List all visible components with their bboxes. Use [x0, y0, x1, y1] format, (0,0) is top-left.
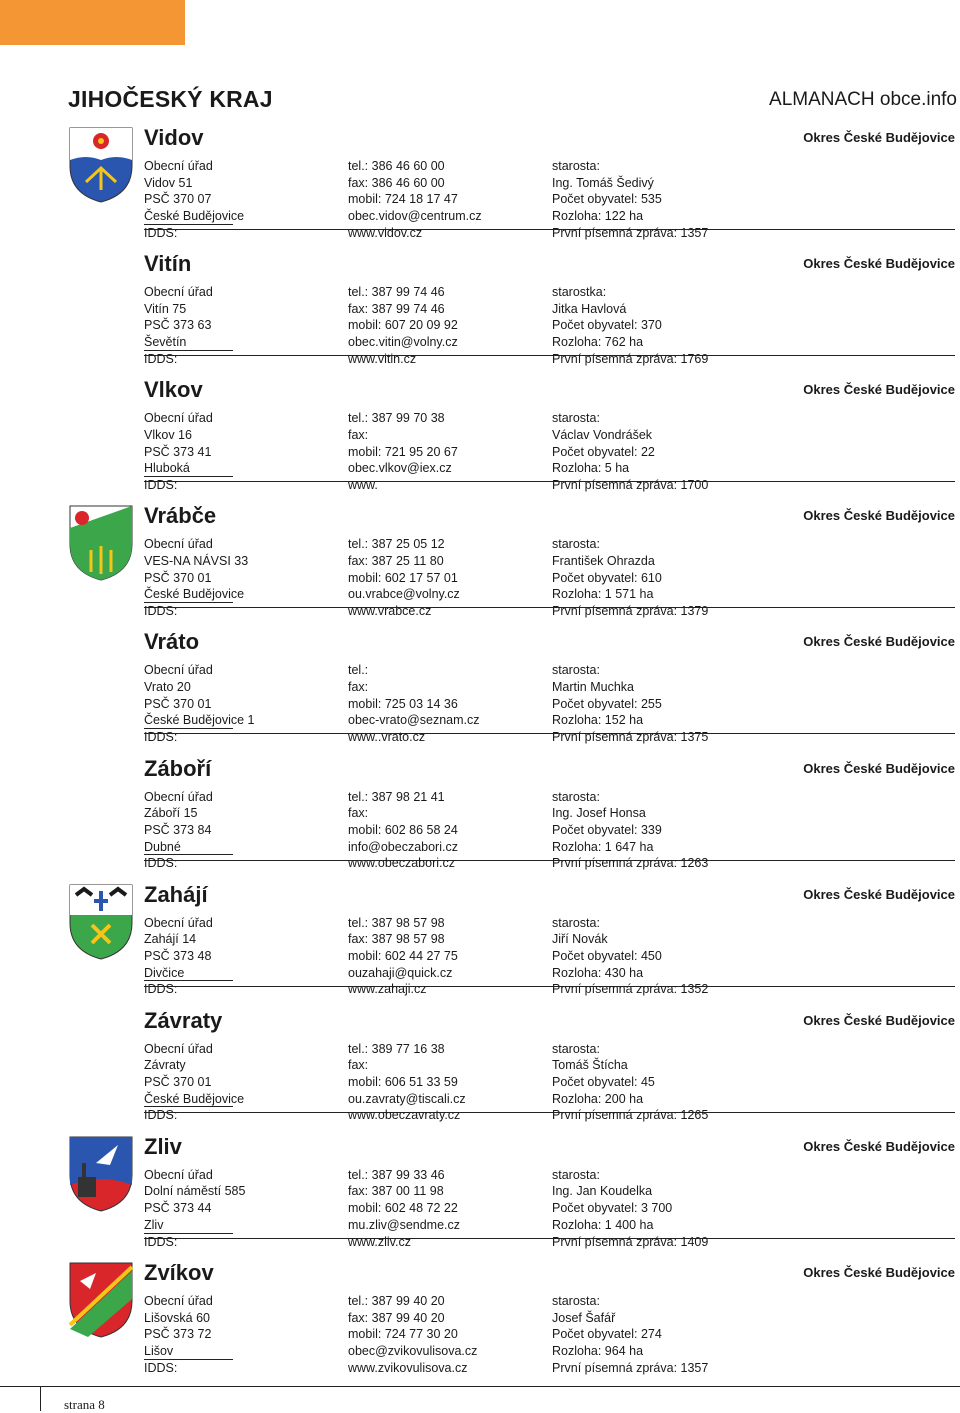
mayor-info: starosta: — [552, 537, 600, 552]
municipality-entry — [0, 1259, 960, 1385]
mayor-info: Ing. Josef Honsa — [552, 806, 646, 821]
office-info: Obecní úřad — [144, 663, 213, 678]
municipality-name: Vlkov — [144, 377, 203, 403]
mayor-info: starosta: — [552, 1041, 600, 1056]
district-label: Okres České Budějovice — [803, 1264, 955, 1280]
mayor-info: První písemná zpráva: 1375 — [552, 730, 709, 745]
mayor-info: Josef Šafář — [552, 1310, 616, 1325]
mayor-info: Rozloha: 152 ha — [552, 713, 644, 728]
office-info: IDDS: — [144, 730, 178, 745]
contact-info: info@obeczabori.cz — [348, 839, 458, 854]
footer-vertical-divider — [40, 1386, 41, 1411]
office-info: IDDS: — [144, 225, 178, 240]
mayor-info: starosta: — [552, 789, 600, 804]
mayor-info: První písemná zpráva: 1265 — [552, 1108, 709, 1123]
mayor-info: První písemná zpráva: 1263 — [552, 856, 709, 871]
contact-info: www.vidov.cz — [348, 225, 423, 240]
office-info: Obecní úřad — [144, 411, 213, 426]
info-column-c3 — [552, 1293, 708, 1376]
office-info: Vrato 20 — [144, 680, 191, 695]
office-info: PSČ 373 84 — [144, 822, 212, 837]
mayor-info: Rozloha: 200 ha — [552, 1091, 644, 1106]
entry-divider — [144, 1112, 955, 1113]
mayor-info: starosta: — [552, 159, 600, 173]
office-info: PSČ 370 07 — [144, 192, 212, 207]
contact-info: tel.: — [348, 663, 369, 678]
office-info: IDDS: — [144, 604, 178, 619]
contact-info: fax: 387 99 74 46 — [348, 301, 445, 316]
contact-info: tel.: 387 99 74 46 — [348, 285, 445, 300]
mayor-info: Rozloha: 5 ha — [552, 461, 630, 476]
mayor-info: První písemná zpráva: 1357 — [552, 1360, 709, 1375]
municipality-name: Závraty — [144, 1007, 223, 1033]
almanach-title: ALMANACH obce.info — [769, 89, 957, 110]
contact-info: mobil: 602 48 72 22 — [348, 1201, 458, 1216]
office-info: Obecní úřad — [144, 789, 213, 804]
office-info: Obecní úřad — [144, 1293, 213, 1308]
mayor-info: Počet obyvatel: 255 — [552, 696, 662, 711]
district-label: Okres České Budějovice — [803, 634, 955, 650]
office-info: Obecní úřad — [144, 915, 213, 930]
contact-info: www.zahaji.cz — [348, 982, 427, 997]
contact-info: www.obeczabori.cz — [348, 856, 455, 871]
entry-divider — [144, 1238, 955, 1239]
entry-divider — [144, 607, 955, 608]
entry-divider — [144, 860, 955, 861]
mayor-info: Jitka Havlová — [552, 301, 627, 316]
mayor-info: Počet obyvatel: 339 — [552, 822, 662, 837]
mayor-info: První písemná zpráva: 1409 — [552, 1234, 709, 1249]
contact-info: tel.: 387 99 40 20 — [348, 1293, 445, 1308]
office-info: PSČ 373 44 — [144, 1201, 212, 1216]
contact-info: mobil: 724 77 30 20 — [348, 1327, 458, 1342]
contact-info: fax: — [348, 806, 369, 821]
mayor-info: První písemná zpráva: 1769 — [552, 351, 709, 366]
mayor-info: Rozloha: 1 571 ha — [552, 587, 654, 602]
district-label: Okres České Budějovice — [803, 1012, 955, 1028]
contact-info: www.zliv.cz — [348, 1234, 411, 1249]
contact-info: fax: 387 00 11 98 — [348, 1184, 444, 1199]
office-info: Hluboká — [144, 460, 233, 477]
contact-info: fax: — [348, 680, 369, 695]
municipality-entry — [0, 250, 960, 376]
coat-of-arms-icon — [66, 1259, 136, 1339]
page-number: strana 8 — [64, 1397, 105, 1412]
mayor-info: Počet obyvatel: 274 — [552, 1327, 662, 1342]
mayor-info: První písemná zpráva: 1352 — [552, 982, 709, 997]
office-info: České Budějovice — [144, 209, 245, 224]
municipality-name: Vráto — [144, 629, 200, 655]
office-info: České Budějovice — [144, 1091, 245, 1106]
municipality-name: Vitín — [144, 251, 192, 277]
office-info: PSČ 373 72 — [144, 1327, 212, 1342]
municipality-entry — [0, 881, 960, 1007]
municipality-name: Zahájí — [144, 881, 208, 907]
office-info: VES-NA NÁVSI 33 — [144, 553, 249, 568]
mayor-info: Václav Vondrášek — [552, 427, 653, 442]
mayor-info: Počet obyvatel: 450 — [552, 948, 662, 963]
office-info: Vlkov 16 — [144, 427, 192, 442]
coat-of-arms-icon — [66, 124, 136, 204]
mayor-info: starosta: — [552, 1293, 600, 1308]
region-title: JIHOČESKÝ KRAJ — [68, 86, 273, 112]
mayor-info: První písemná zpráva: 1700 — [552, 477, 709, 492]
contact-info: tel.: 386 46 60 00 — [348, 159, 445, 173]
contact-info: fax: 386 46 60 00 — [348, 175, 445, 190]
info-column-c2 — [348, 1293, 477, 1376]
office-info: PSČ 370 01 — [144, 1075, 212, 1090]
orange-corner-tab — [0, 0, 185, 45]
office-info: Ševětín — [144, 334, 233, 351]
contact-info: ouzahaji@quick.cz — [348, 965, 453, 980]
entry-divider — [144, 986, 955, 987]
mayor-info: starosta: — [552, 1167, 600, 1182]
contact-info: fax: 387 98 57 98 — [348, 932, 445, 947]
mayor-info: Martin Muchka — [552, 680, 634, 695]
office-info: PSČ 373 48 — [144, 948, 212, 963]
coat-of-arms-icon — [66, 881, 136, 961]
contact-info: mobil: 724 18 17 47 — [348, 192, 458, 207]
contact-info: obec.vidov@centrum.cz — [348, 209, 482, 224]
office-info: Obecní úřad — [144, 1167, 213, 1182]
contact-info: tel.: 387 98 21 41 — [348, 789, 445, 804]
office-info: Záboří 15 — [144, 806, 198, 821]
contact-info: mobil: 602 17 57 01 — [348, 570, 458, 585]
office-info: IDDS: — [144, 1108, 178, 1123]
mayor-info: starosta: — [552, 915, 600, 930]
office-info: Lišov — [144, 1343, 233, 1360]
office-info: Vidov 51 — [144, 175, 193, 190]
mayor-info: Počet obyvatel: 3 700 — [552, 1201, 673, 1216]
office-info: Lišovská 60 — [144, 1310, 211, 1325]
contact-info: mu.zliv@sendme.cz — [348, 1217, 461, 1232]
municipality-name: Zvíkov — [144, 1259, 214, 1285]
contact-info: obec.vlkov@iex.cz — [348, 461, 452, 476]
contact-info: www.obeczavraty.cz — [348, 1108, 461, 1123]
office-info: Divčice — [144, 965, 233, 982]
contact-info: ou.vrabce@volny.cz — [348, 587, 460, 602]
mayor-info: Ing. Jan Koudelka — [552, 1184, 653, 1199]
mayor-info: Rozloha: 964 ha — [552, 1343, 644, 1358]
coat-of-arms-icon — [66, 502, 136, 582]
office-info: České Budějovice — [144, 587, 245, 602]
office-info: Obecní úřad — [144, 537, 213, 552]
entry-divider — [144, 229, 955, 230]
mayor-info: Jiří Novák — [552, 932, 608, 947]
office-info: IDDS: — [144, 1234, 178, 1249]
office-info: PSČ 370 01 — [144, 696, 212, 711]
contact-info: mobil: 721 95 20 67 — [348, 444, 458, 459]
contact-info: obec@zvikovulisova.cz — [348, 1343, 478, 1358]
entry-divider — [144, 481, 955, 482]
office-info: České Budějovice 1 — [144, 713, 255, 728]
office-info: PSČ 370 01 — [144, 570, 212, 585]
office-info: IDDS: — [144, 1360, 178, 1375]
office-info: IDDS: — [144, 856, 178, 871]
contact-info: mobil: 606 51 33 59 — [348, 1075, 458, 1090]
contact-info: mobil: 607 20 09 92 — [348, 318, 458, 333]
contact-info: obec-vrato@seznam.cz — [348, 713, 480, 728]
mayor-info: Ing. Tomáš Šedivý — [552, 175, 654, 190]
district-label: Okres České Budějovice — [803, 256, 955, 272]
district-label: Okres České Budějovice — [803, 886, 955, 902]
municipality-name: Zliv — [144, 1133, 182, 1159]
office-info: PSČ 373 63 — [144, 318, 212, 333]
entry-divider — [144, 733, 955, 734]
mayor-info: starosta: — [552, 663, 600, 678]
mayor-info: Rozloha: 1 400 ha — [552, 1217, 654, 1232]
mayor-info: František Ohrazda — [552, 553, 655, 568]
mayor-info: Tomáš Štícha — [552, 1058, 628, 1073]
mayor-info: starostka: — [552, 285, 607, 300]
contact-info: fax: — [348, 1058, 369, 1073]
office-info: Obecní úřad — [144, 285, 213, 300]
office-info: IDDS: — [144, 477, 178, 492]
office-info: Obecní úřad — [144, 159, 213, 173]
municipality-entry — [0, 124, 960, 250]
contact-info: tel.: 387 98 57 98 — [348, 915, 445, 930]
mayor-info: Rozloha: 430 ha — [552, 965, 644, 980]
office-info: Závraty — [144, 1058, 186, 1073]
contact-info: fax: 387 25 11 80 — [348, 553, 444, 568]
office-info: Obecní úřad — [144, 1041, 213, 1056]
office-info: Zahájí 14 — [144, 932, 197, 947]
contact-info: www.vrabce.cz — [348, 604, 432, 619]
contact-info: tel.: 389 77 16 38 — [348, 1041, 445, 1056]
municipality-name: Vidov — [144, 125, 204, 150]
municipality-entry — [0, 502, 960, 628]
municipality-entry — [0, 628, 960, 754]
entry-divider — [144, 355, 955, 356]
mayor-info: Počet obyvatel: 535 — [552, 192, 662, 207]
mayor-info: První písemná zpráva: 1379 — [552, 604, 709, 619]
district-label: Okres České Budějovice — [803, 760, 955, 776]
municipality-name: Vrábče — [144, 503, 217, 529]
contact-info: www..vrato.cz — [348, 730, 426, 745]
mayor-info: starosta: — [552, 411, 600, 426]
footer-divider — [0, 1386, 960, 1387]
contact-info: tel.: 387 99 70 38 — [348, 411, 445, 426]
office-info: IDDS: — [144, 351, 178, 366]
contact-info: www.zvikovulisova.cz — [348, 1360, 468, 1375]
office-info: Vitín 75 — [144, 301, 187, 316]
office-info: Dubné — [144, 839, 233, 856]
district-label: Okres České Budějovice — [803, 130, 955, 145]
district-label: Okres České Budějovice — [803, 508, 955, 524]
office-info: PSČ 373 41 — [144, 444, 212, 459]
contact-info: mobil: 602 86 58 24 — [348, 822, 458, 837]
contact-info: mobil: 602 44 27 75 — [348, 948, 458, 963]
mayor-info: Počet obyvatel: 370 — [552, 318, 662, 333]
contact-info: fax: — [348, 427, 369, 442]
municipality-entry — [0, 1133, 960, 1259]
office-info: Dolní náměstí 585 — [144, 1184, 246, 1199]
contact-info: tel.: 387 25 05 12 — [348, 537, 445, 552]
office-info: Zliv — [144, 1217, 233, 1234]
contact-info: www.vitin.cz — [348, 351, 417, 366]
mayor-info: Počet obyvatel: 22 — [552, 444, 655, 459]
contact-info: www. — [348, 477, 378, 492]
mayor-info: Rozloha: 762 ha — [552, 335, 644, 350]
mayor-info: Počet obyvatel: 45 — [552, 1075, 655, 1090]
contact-info: ou.zavraty@tiscali.cz — [348, 1091, 466, 1106]
page-footer — [0, 1386, 960, 1411]
mayor-info: Počet obyvatel: 610 — [552, 570, 662, 585]
district-label: Okres České Budějovice — [803, 382, 955, 398]
municipality-entry — [0, 755, 960, 881]
contact-info: mobil: 725 03 14 36 — [348, 696, 458, 711]
contact-info: tel.: 387 99 33 46 — [348, 1167, 445, 1182]
district-label: Okres České Budějovice — [803, 1138, 955, 1154]
municipality-name: Záboří — [144, 755, 212, 781]
municipality-entry — [0, 376, 960, 502]
municipality-entry — [0, 1007, 960, 1133]
contact-info: fax: 387 99 40 20 — [348, 1310, 445, 1325]
mayor-info: Rozloha: 1 647 ha — [552, 839, 654, 854]
info-column-c1 — [144, 1293, 234, 1376]
coat-of-arms-icon — [66, 1133, 136, 1213]
office-info: IDDS: — [144, 982, 178, 997]
mayor-info: První písemná zpráva: 1357 — [552, 225, 709, 240]
mayor-info: Rozloha: 122 ha — [552, 209, 644, 224]
contact-info: obec.vitin@volny.cz — [348, 335, 458, 350]
